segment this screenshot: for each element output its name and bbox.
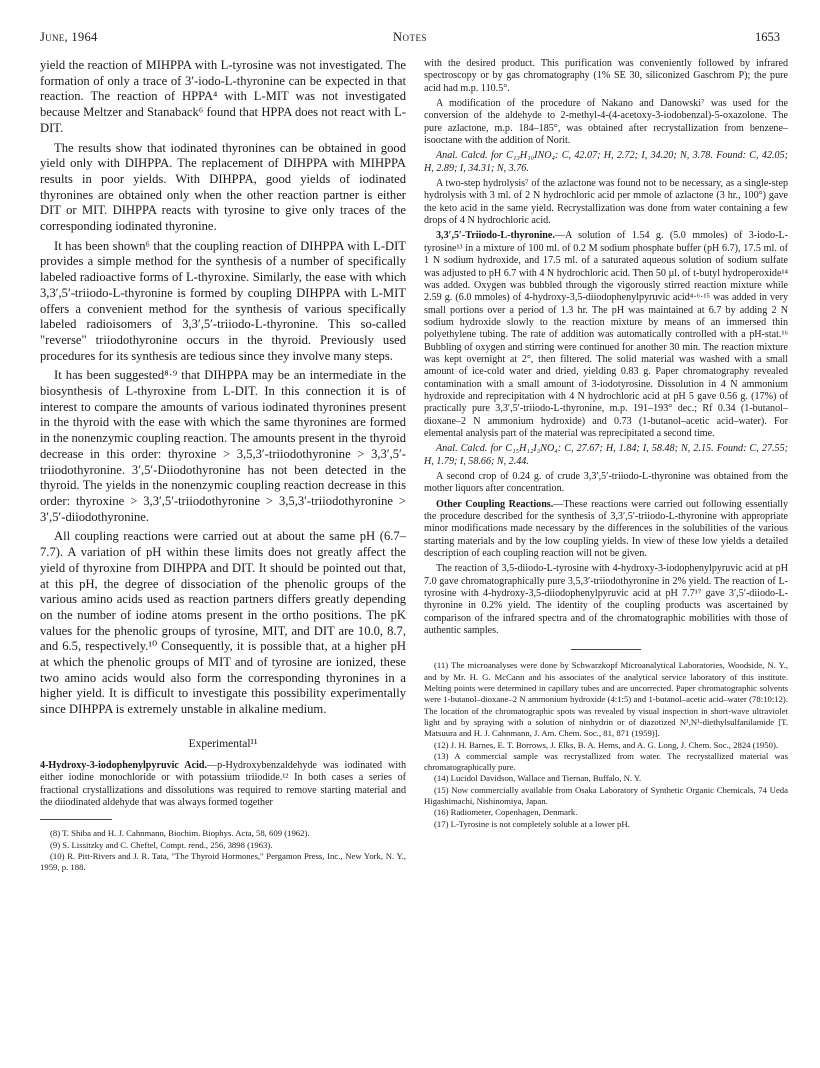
footnote: (11) The microanalyses were done by Schwarzkopf Microanalytical Laboratories, Woodside, N. Y., and by Mr. H. G. McCann and his associates of the analytical service laboratory of this institute. Melting points were determined in capillary tubes and are uncorrected. Paper chromatographic solvents were 1-butanol–dioxane–2 N ammonium hydroxide (4:1:5) and 1-butanol–acetic acid–water (78:10:12). The location of the chromatographic spots was revealed by visual inspection in short-wave ultraviolet light and by spraying with a solution of ninhydrin or of diazotized N¹,N¹-diethylsulfanilamide [T. Matsuura and H. J. Cahnmann, J. Am. Chem. Soc., 81, 871 (1959)]. (424, 660, 788, 739)
experimental-text-continued (424, 58, 788, 637)
page-number: 1653 (755, 30, 780, 44)
elemental-analysis: Anal. Calcd. for C₁₃H₁₀INO₄: C, 42.07; H, 2.72; I, 34.20; N, 3.78. Found: C, 42.05; H, 2.89; I, 34.31; N, 3.76. (424, 150, 788, 174)
paragraph: with the desired product. This purification was conveniently followed by infrared spectroscopy or by gas chromatography (1% SE 30, siliconized Gaschrom P); the pure acid had m.p. 110.5°. (424, 58, 788, 94)
left-column (40, 58, 406, 1033)
footnote: (17) L-Tyrosine is not completely soluble at a lower pH. (434, 818, 630, 829)
paragraph: A second crop of 0.24 g. of crude 3,3′,5′-triiodo-L-thyronine was obtained from the mother liquors after concentration. (424, 471, 788, 495)
right-column (424, 58, 788, 1033)
footnote-divider (40, 819, 112, 820)
paragraph-text: —These reactions were carried out following essentially the procedure described for the synthesis of 3,3′,5′-triiodo-L-thyronine with appropriate minor modifications made necessary by the differences in the solubilities of the various starting materials and by the low coupling yields. In view of these low yields a detailed description of each coupling reaction will not be given. (424, 498, 788, 560)
elemental-analysis: Anal. Calcd. for C₁₅H₁₂I₃NO₄: C, 27.67; H, 1.84; I, 58.48; N, 2.15. Found: C, 27.55; H, 1.79; I, 58.66; N, 2.44. (424, 443, 788, 467)
footnote: (14) Lucidol Davidson, Wallace and Tiernan, Buffalo, N. Y. (434, 773, 642, 784)
footnote: (12) J. H. Barnes, E. T. Borrows, J. Elks, B. A. Hems, and A. G. Long, J. Chem. Soc., 2824 (1950). (434, 739, 779, 750)
paragraph (424, 230, 788, 440)
paragraph: yield the reaction of MIHPPA with L-tyrosine was not investigated. The formation of only a trace of 3′-iodo-L-thyronine can be expected in that reaction. The reaction of HPPA⁴ with L-MIT was not investigated because Meltzer and Stanaback⁶ found that HPPA does not react with L-DIT. (40, 58, 406, 135)
experimental-heading: Experimental¹¹ (188, 737, 258, 750)
subsection-title: 4-Hydroxy-3-iodophenylpyruvic Acid. (40, 759, 208, 771)
paragraph: The results show that iodinated thyronines can be obtained in good yield only with DIHPPA. The replacement of DIHPPA with MIHPPA results in poor yields. With DIHPPA, good yields of iodinated thyronines are obtained only when the other reaction partner is either DIT or MIT. DIHPPA reacts with tyrosine to give only traces of the corresponding iodinated thyronine. (40, 140, 406, 234)
paragraph: It has been suggested⁸·⁹ that DIHPPA may be an intermediate in the biosynthesis of L-thyroxine from L-DIT. In this connection it is of interest to compare the amounts of various iodinated thyronines present in the thyroid with the ease with which the same thyronines are formed in the nonenzymic coupling reaction. The amounts present in the thyroid decrease in this order: thyroxine > 3,5,3′-triiodothyronine > 3,3′,5′-triiodothyronine. 3′,5′-Diiodothyronine has not been detected in the thyroid. The yields in the nonenzymic coupling reaction decrease in this order: thyroxine > 3,3′,5′-triiodothyronine > 3,5,3′-triiodothyronine > 3′,5′-diiodothyronine. (40, 368, 406, 524)
paragraph-text: —p-Hydroxybenzaldehyde was iodinated with either iodine monochloride or with potassium triiodide.¹² In both cases a series of fractional crystallizations and dissolutions was required to remove starting material and the diiodinated aldehyde that was always formed together (40, 759, 406, 808)
paragraph: All coupling reactions were carried out at about the same pH (6.7–7.7). A variation of pH within these limits does not greatly affect the yield of thyroxine from DIHPPA and DIT. It should be pointed out that, at this pH, the degree of dissociation of the phenolic groups of the various amino acids used as reaction partners differs greatly depending on the number of iodine atoms present in the ortho positions. The pK values for the phenolic groups of tyrosine, MIT, and DIT are 10.0, 8.7, and 6.5, respectively.¹⁰ Consequently, it is possible that, at a higher pH at which the phenolic groups of MIT and of tyrosine are ionized, these two amino acids would also form the corresponding thyronines in a higher yield. It is difficult to investigate this possibility experimentally since DIHPPA is extremely unstable in alkaline medium. (40, 529, 406, 717)
experimental-text (40, 760, 406, 809)
paragraph: A two-step hydrolysis⁷ of the azlactone was found not to be necessary, as a single-step hydrolysis with 3 ml. of 2 N hydrochloric acid per mmole of azlactone (3 hr., 100°) gave the keto acid in the same yield. Recrystallization was done from water containing a few drops of 4 N hydrochloric acid. (424, 178, 788, 227)
subsection-title: 3,3′,5′-Triiodo-L-thyronine. (436, 230, 555, 242)
discussion-text (40, 58, 406, 718)
paragraph-text: —A solution of 1.54 g. (5.0 mmoles) of 3-iodo-L-tyrosine¹³ in a mixture of 100 ml. of 0.2 M sodium phosphate buffer (pH 6.7), 17.5 ml. of 1 N sodium hydroxide, and 17.5 ml. of a saturated aqueous solution of sodium sulfate was adjusted to pH 6.7 with 4 N hydrochloric acid. Then 50 µl. of t-butyl hydroperoxide¹⁴ was added. Oxygen was bubbled through the vigorously stirred reaction mixture while 2.59 g. (6.0 mmoles) of 4-hydroxy-3,5-diiodophenylpyruvic acid⁴·⁶·¹⁵ was added in very small portions over a period of 1.3 hr. The pH was maintained at 6.7 by adding 2 N sodium hydroxide slowly to the reaction mixture by means of an immersed thin polyethylene tubing. The rate of addition was automatically controlled with a pH-stat.¹⁶ Bubbling of oxygen and stirring were continued for another 30 min. The reaction mixture was kept overnight at 2°, then filtered. The solid material was washed with a small amount of ice-cold water and dried, yielding 0.83 g. Paper chromatography revealed contamination with a small amount of 3-iodotyrosine. Dissolution in 4 N ammonium hydroxide and reprecipitation with 4 N hydrochloric acid at pH 5 gave 0.56 g. (17%) of practically pure 3,3′,5′-triiodo-L-thyronine, m.p. 191–193° dec.; Rf 0.34 (1-butanol–dioxane–2 N ammonium hydroxide) and 0.73 (1-butanol–acetic acid–water). For elemental analysis part of the material was reprecipitated a second time. (424, 230, 788, 439)
footnote: (8) T. Shiba and H. J. Cahnmann, Biochim. Biophys. Acta, 58, 609 (1962). (50, 828, 310, 839)
paragraph: A modification of the procedure of Nakano and Danowski⁷ was used for the conversion of the aldehyde to 2-methyl-4-(4-acetoxy-3-iodobenzal)-5-oxazolone. The pure azlactone, m.p. 184–185°, was obtained after recrystallization from benzene–isooctane with the addition of Norit. (424, 98, 788, 147)
footnote: (15) Now commercially available from Osaka Laboratory of Synthetic Organic Chemicals, 74 Ueda Higashimachi, Nishinomiya, Japan. (424, 784, 788, 807)
footnotes-left (40, 828, 406, 873)
paragraph: The reaction of 3,5-diiodo-L-tyrosine with 4-hydroxy-3-iodophenylpyruvic acid at pH 7.0 gave chromatographically pure 3,5,3′-triiodothyronine in 2% yield. The reaction of L-tyrosine with 4-hydroxy-3,5-diiodophenylpyruvic acid at pH 7.7¹⁷ gave 3′,5′-diiodo-L-thyronine in 0.2% yield. The identity of the coupling products was ascertained by comparison of the infrared spectra and of the chromatographic mobilities with those of authentic samples. (424, 563, 788, 637)
footnote: (16) Radiometer, Copenhagen, Denmark. (434, 807, 578, 818)
issue-date: June, 1964 (40, 30, 98, 44)
paragraph: It has been shown⁶ that the coupling reaction of DIHPPA with L-DIT provides a simple method for the synthesis of a number of specifically labeled radioactive forms of L-thyroxine. Similarly, the ease with which 3,3′,5′-triiodo-L-thyronine is formed by coupling DIHPPA with L-MIT offers a convenient method for the synthesis of various specifically labeled radioisomers of 3,3′,5′-triiodo-L-thyronine. This so-called "reverse" triiodothyronine occurs in the thyroid. Previously used procedures for its synthesis are tedious since they involve many steps. (40, 238, 406, 363)
journal-section: Notes (392, 30, 428, 44)
running-header (40, 30, 780, 48)
section-divider (571, 649, 641, 650)
footnote: (9) S. Lissitzky and C. Cheftel, Compt. rend., 256, 3898 (1963). (50, 839, 273, 850)
footnote: (10) R. Pitt-Rivers and J. R. Tata, "The Thyroid Hormones," Pergamon Press, Inc., New York, N. Y., 1959, p. 188. (40, 850, 406, 873)
paragraph (424, 499, 788, 561)
footnotes-right (424, 660, 788, 829)
footnote: (13) A commercial sample was recrystallized from water. The recrystallized material was chromatographically pure. (424, 750, 788, 773)
paragraph (40, 760, 406, 809)
subsection-title: Other Coupling Reactions. (436, 498, 554, 510)
